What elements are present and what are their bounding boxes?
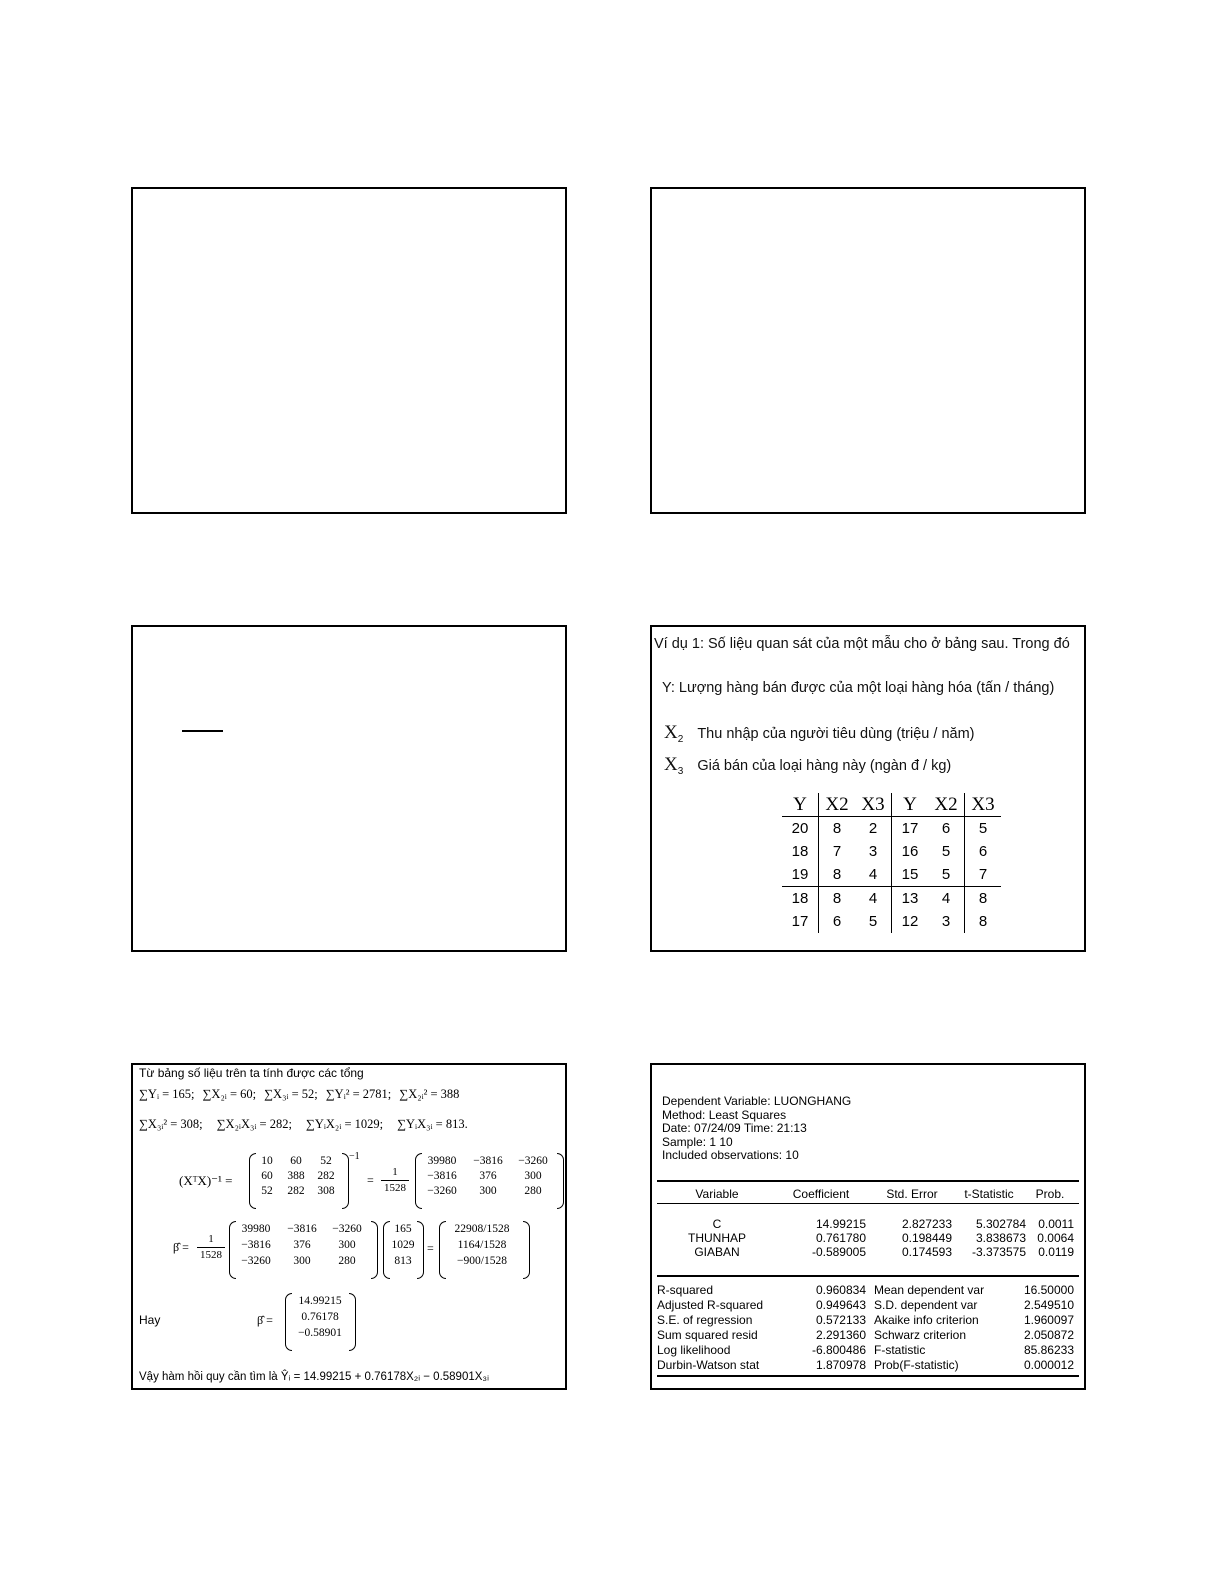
matrix-cell: 300 xyxy=(293,1255,311,1267)
matrix-cell: 60 xyxy=(290,1155,302,1167)
x3-definition: $X_3$ Giá bán của loại hàng này (ngàn đ / kg) xyxy=(664,754,952,777)
coef-cell: C xyxy=(712,1217,722,1231)
xtx-matrix xyxy=(253,1155,341,1197)
coef-cell: 5.302784 xyxy=(975,1217,1026,1231)
table-cell: 20 xyxy=(791,820,809,837)
coef-header-cell: Coefficient xyxy=(792,1187,850,1201)
y-vec-bracket-right xyxy=(417,1221,424,1279)
table-cell: 13 xyxy=(892,887,929,911)
matrix-cell: 300 xyxy=(524,1170,542,1182)
matrix-cell: −3816 xyxy=(427,1170,457,1182)
matrix-cell: 280 xyxy=(524,1185,542,1197)
inv-bracket-right xyxy=(557,1153,564,1209)
table-row xyxy=(782,887,1001,911)
stats-cell: 1.960097 xyxy=(1023,1313,1074,1327)
sums-intro: Từ bảng số liệu trên ta tính được các tổng xyxy=(139,1066,364,1080)
stats-cell: 0.572133 xyxy=(815,1313,866,1327)
coef-cell: THUNHAP xyxy=(687,1231,746,1245)
coef-header-cell: t-Statistic xyxy=(964,1187,1014,1201)
y-definition: Y: Lượng hàng bán được của một loại hàng hóa (tấn / tháng) xyxy=(662,680,1055,696)
stats-cell: 0.960834 xyxy=(815,1283,866,1297)
table-header-cell: X3 xyxy=(855,793,892,817)
beta-inverse-matrix xyxy=(233,1223,369,1267)
coef-cell: -3.373575 xyxy=(971,1245,1026,1259)
table-header-cell: Y xyxy=(892,793,929,817)
stats-cell: 16.50000 xyxy=(1023,1283,1074,1297)
matrix-cell: −3260 xyxy=(332,1223,362,1235)
matrix-cell: 10 xyxy=(261,1155,273,1167)
short-underline xyxy=(182,730,223,732)
header-line: Method: Least Squares xyxy=(662,1107,787,1122)
table-cell: 19 xyxy=(782,863,819,887)
slide-2-empty xyxy=(650,187,1086,514)
coef-cell: -0.589005 xyxy=(811,1245,866,1259)
matrix-cell: 1029 xyxy=(391,1239,415,1251)
sums-row-1: ∑Yᵢ = 165; ∑X₂ᵢ = 60; ∑X₃ᵢ = 52; ∑Yᵢ² = 2781; ∑X₂ᵢ² = 388 xyxy=(139,1087,460,1101)
rule-bottom xyxy=(657,1375,1079,1377)
slide-4-example xyxy=(650,625,1086,952)
regression-conclusion: Vậy hàm hồi quy cần tìm là Ŷᵢ = 14.99215 + 0.76178X₂ᵢ − 0.58901X₃ᵢ xyxy=(139,1371,489,1383)
table-header-cell: X3 xyxy=(965,793,1002,817)
stats-cell: 0.000012 xyxy=(1023,1358,1074,1372)
stats-cell: Adjusted R-squared xyxy=(657,1298,764,1312)
matrix-cell: −3816 xyxy=(241,1239,271,1251)
stats-cell: 2.549510 xyxy=(1023,1298,1074,1312)
rule-stats xyxy=(657,1275,1079,1277)
table-cell: 12 xyxy=(892,910,929,933)
fraction-1: 1 1528 xyxy=(381,1165,409,1196)
table-cell: 4 xyxy=(868,890,878,907)
stats-cell: 2.291360 xyxy=(815,1328,866,1342)
header-line: Dependent Variable: LUONGHANG xyxy=(662,1094,852,1108)
table-header-cell: X2 xyxy=(819,793,856,817)
table-cell: 7 xyxy=(965,863,1002,887)
beta-label: β̂ = xyxy=(173,1240,189,1254)
matrix-cell: −3260 xyxy=(241,1255,271,1267)
y-vector xyxy=(387,1223,419,1267)
table-row xyxy=(782,910,1001,933)
table-cell: 6 xyxy=(965,840,1002,863)
stats-cell: Akaike info criterion xyxy=(874,1313,979,1327)
stats-cell: Prob(F-statistic) xyxy=(874,1358,959,1372)
coef-cell: 2.827233 xyxy=(901,1217,952,1231)
matrix-cell: 388 xyxy=(287,1170,305,1182)
matrix-cell: −3816 xyxy=(287,1223,317,1235)
table-cell: 8 xyxy=(819,863,856,887)
sums-row-2: ∑X₃ᵢ² = 308; ∑X₂ᵢX₃ᵢ = 282; ∑YᵢX₂ᵢ = 1029; ∑YᵢX₃ᵢ = 813. xyxy=(139,1117,468,1131)
table-row xyxy=(782,863,1001,887)
matrix-cell: −3816 xyxy=(473,1155,503,1167)
table-cell: 6 xyxy=(941,820,951,837)
stats-cell: Log likelihood xyxy=(657,1343,731,1357)
matrix-cell: 39980 xyxy=(241,1223,271,1235)
beta-vec-bracket-right xyxy=(349,1293,356,1351)
example-intro: Ví dụ 1: Số liệu quan sát của một mẫu cho ở bảng sau. Trong đó xyxy=(654,636,1070,652)
header-line: Included observations: 10 xyxy=(662,1148,799,1162)
rule-mid xyxy=(657,1203,1079,1204)
table-cell: 8 xyxy=(965,887,1002,911)
matrix-cell: 300 xyxy=(479,1185,497,1197)
matrix-cell: 813 xyxy=(394,1255,412,1267)
stats-cell: S.D. dependent var xyxy=(874,1298,978,1312)
stats-cell: S.E. of regression xyxy=(657,1313,753,1327)
header-line: Date: 07/24/09 Time: 21:13 xyxy=(662,1121,807,1135)
equals-sign: = xyxy=(367,1173,374,1187)
table-cell: 3 xyxy=(941,913,951,930)
beta-inv-bracket-right xyxy=(371,1221,378,1279)
coef-cell: 0.761780 xyxy=(815,1231,866,1245)
stats-cell: 0.949643 xyxy=(815,1298,866,1312)
coef-cell: 0.0011 xyxy=(1038,1217,1074,1231)
matrix-cell: 376 xyxy=(479,1170,497,1182)
matrix-cell: 14.99215 xyxy=(298,1295,342,1307)
stats-cell: F-statistic xyxy=(874,1343,926,1357)
table-cell: 3 xyxy=(868,843,878,860)
matrix-cell: 60 xyxy=(261,1170,273,1182)
table-cell: 2 xyxy=(868,820,878,837)
slide-5-matrix-computation xyxy=(131,1063,567,1390)
stats-cell: Mean dependent var xyxy=(874,1283,985,1297)
coef-cell: 14.99215 xyxy=(815,1217,866,1231)
matrix-cell: 300 xyxy=(338,1239,356,1251)
result-vector xyxy=(443,1223,521,1267)
slide-3 xyxy=(131,625,567,952)
res-bracket-right xyxy=(523,1221,530,1279)
matrix-cell: −0.58901 xyxy=(298,1327,342,1339)
matrix-cell: 0.76178 xyxy=(301,1311,339,1323)
matrix-cell: 282 xyxy=(287,1185,305,1197)
table-cell: 5 xyxy=(868,913,878,930)
matrix-cell: 39980 xyxy=(427,1155,457,1167)
beta-hat-label: β̂ = xyxy=(257,1313,273,1327)
matrix-cell: 165 xyxy=(394,1223,412,1235)
stats-cell: Sum squared resid xyxy=(657,1328,758,1342)
stats-cell: Schwarz criterion xyxy=(874,1328,967,1342)
table-cell: 5 xyxy=(928,863,965,887)
matrix-cell: 376 xyxy=(293,1239,311,1251)
table-header-row xyxy=(782,793,1001,817)
coef-cell: 0.198449 xyxy=(901,1231,952,1245)
table-cell: 8 xyxy=(819,817,856,841)
matrix-cell: 1164/1528 xyxy=(457,1239,507,1251)
matrix-cell: −3260 xyxy=(427,1185,457,1197)
matrix-cell: 282 xyxy=(317,1170,335,1182)
stats-cell: 85.86233 xyxy=(1023,1343,1074,1357)
coef-cell: GIABAN xyxy=(694,1245,740,1259)
table-cell: 6 xyxy=(819,910,856,933)
table-cell: 8 xyxy=(965,910,1002,933)
coef-cell: 0.174593 xyxy=(901,1245,952,1259)
table-row xyxy=(782,817,1001,841)
stats-cell: 2.050872 xyxy=(1023,1328,1074,1342)
equals-sign-2: = xyxy=(427,1241,434,1255)
stats-cell: Durbin-Watson stat xyxy=(657,1358,760,1372)
table-cell: 16 xyxy=(892,840,929,863)
table-cell: 18 xyxy=(791,890,809,907)
coef-cell: 3.838673 xyxy=(975,1231,1026,1245)
xtx-power: −1 xyxy=(349,1151,360,1162)
beta-vector xyxy=(289,1295,351,1339)
matrix-cell: 308 xyxy=(317,1185,335,1197)
table-cell: 17 xyxy=(892,817,929,841)
fraction-2: 1 1528 xyxy=(197,1232,225,1263)
table-cell: 5 xyxy=(941,843,951,860)
x2-definition: $X_2$ Thu nhập của người tiêu dùng (triệu / năm) xyxy=(664,722,975,745)
stats-cell: 1.870978 xyxy=(815,1358,866,1372)
matrix-cell: −3260 xyxy=(518,1155,548,1167)
xtx-bracket-right xyxy=(342,1153,349,1209)
table-header-cell: X2 xyxy=(928,793,965,817)
table-cell: 17 xyxy=(791,913,809,930)
coef-cell: 0.0119 xyxy=(1038,1245,1074,1259)
table-cell: 15 xyxy=(892,863,929,887)
xtx-inverse-label: (XᵀX)⁻¹ = xyxy=(179,1173,233,1188)
table-cell: 4 xyxy=(941,890,951,907)
rule-top xyxy=(657,1180,1079,1182)
matrix-cell: 52 xyxy=(261,1185,273,1197)
inverse-matrix xyxy=(419,1155,555,1197)
slide-1-empty xyxy=(131,187,567,514)
slide-6-regression-output xyxy=(650,1063,1086,1390)
observation-table xyxy=(782,793,1001,933)
table-header-cell: Y xyxy=(782,793,819,817)
table-cell: 4 xyxy=(855,863,892,887)
coef-cell: 0.0064 xyxy=(1037,1231,1074,1245)
coef-header-cell: Prob. xyxy=(1035,1187,1065,1201)
table-cell: 5 xyxy=(965,817,1002,841)
table-cell: 18 xyxy=(791,843,809,860)
hay-label: Hay xyxy=(139,1313,161,1327)
coef-header-cell: Std. Error xyxy=(886,1187,938,1201)
table-row xyxy=(782,840,1001,863)
matrix-cell: 22908/1528 xyxy=(454,1223,510,1235)
coef-header-cell: Variable xyxy=(695,1187,739,1201)
header-line: Sample: 1 10 xyxy=(662,1134,733,1149)
matrix-cell: 52 xyxy=(320,1155,332,1167)
matrix-cell: −900/1528 xyxy=(457,1255,507,1267)
stats-cell: R-squared xyxy=(657,1283,714,1297)
table-cell: 8 xyxy=(819,887,856,911)
stats-cell: -6.800486 xyxy=(811,1343,866,1357)
matrix-cell: 280 xyxy=(338,1255,356,1267)
table-cell: 7 xyxy=(819,840,856,863)
